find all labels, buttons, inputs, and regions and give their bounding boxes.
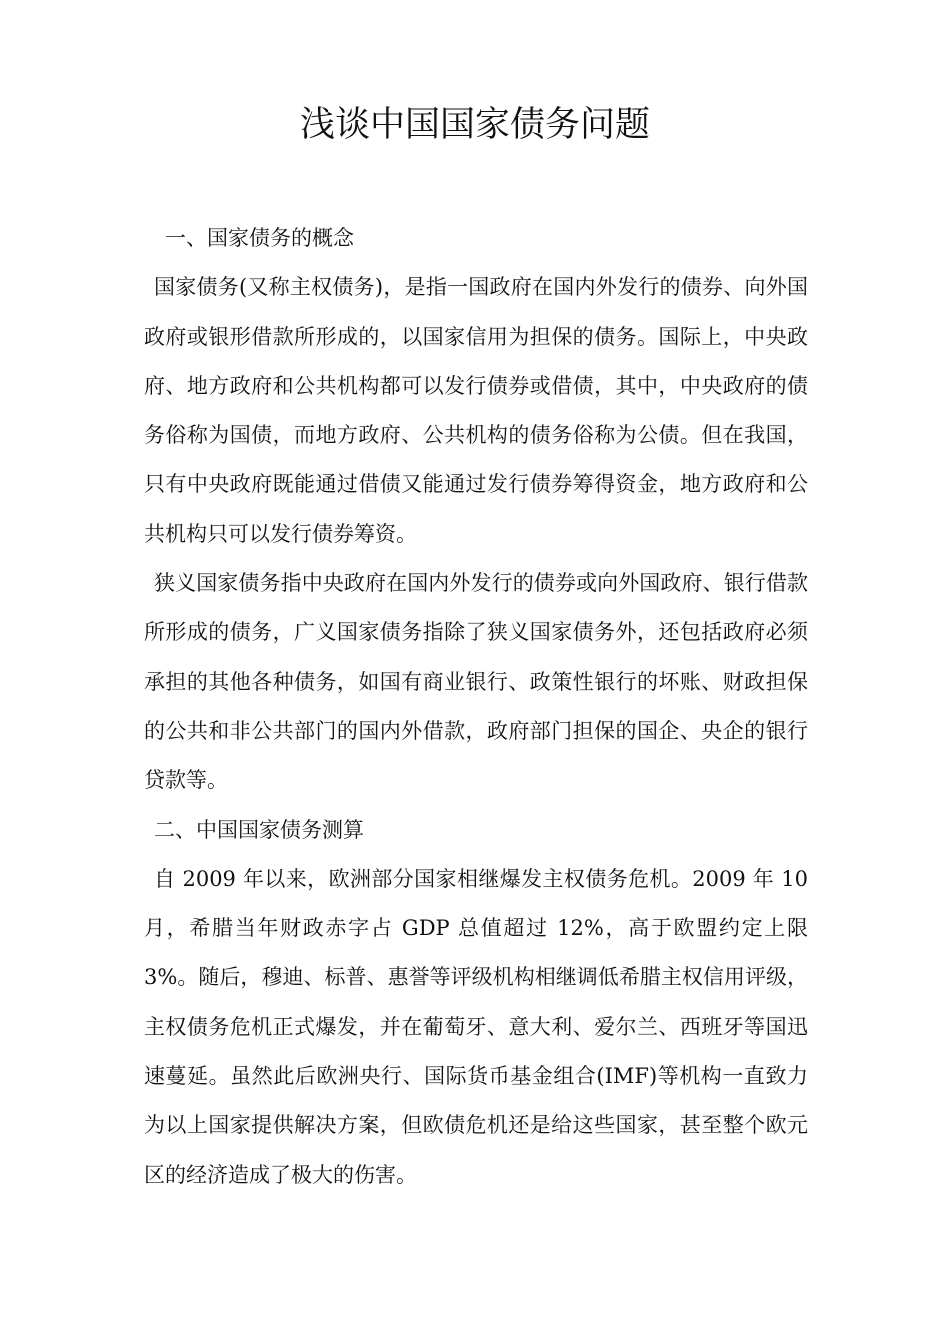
- section-heading-measurement: 二、中国国家债务测算: [154, 817, 364, 842]
- section-heading-concept: 一、国家债务的概念: [165, 226, 354, 250]
- paragraph-euro-crisis: 自 2009 年以来，欧洲部分国家相继爆发主权债务危机。2009 年 10 月，希腊当年财政赤字占 GDP 总值超过 12%，高于欧盟约定上限 3%。随后，穆迪、标普、惠誉等评级机构相继调低希腊主权信用评级，主权债务危机正式爆发，并在葡萄牙、意大利、爱尔兰、西班牙等国迅速蔓延。虽然此后欧洲央行、国际货币基金组合(IMF)等机构一直致力为以上国家提供解决方案，但欧债危机还是给这些国家，甚至整个欧元区的经济造成了极大的伤害。: [144, 866, 808, 1187]
- document-title: 浅谈中国国家债务问题: [299, 105, 650, 145]
- paragraph-narrow-broad-debt: 狭义国家债务指中央政府在国内外发行的债券或向外国政府、银行借款所形成的债务，广义国家债务指除了狭义国家债务外，还包括政府必须承担的其他各种债务，如国有商业银行、政策性银行的坏账、财政担保的公共和非公共部门的国内外借款，政府部门担保的国企、央企的银行贷款等。: [144, 571, 808, 793]
- paragraph-definition: 国家债务(又称主权债务)，是指一国政府在国内外发行的债券、向外国政府或银形借款所形成的，以国家信用为担保的债务。国际上，中央政府、地方政府和公共机构都可以发行债券或借债，其中，中央政府的债务俗称为国债，而地方政府、公共机构的债务俗称为公债。但在我国，只有中央政府既能通过借债又能通过发行债券筹得资金，地方政府和公共机构只可以发行债券筹资。: [144, 275, 808, 546]
- document-body: [144, 214, 808, 1200]
